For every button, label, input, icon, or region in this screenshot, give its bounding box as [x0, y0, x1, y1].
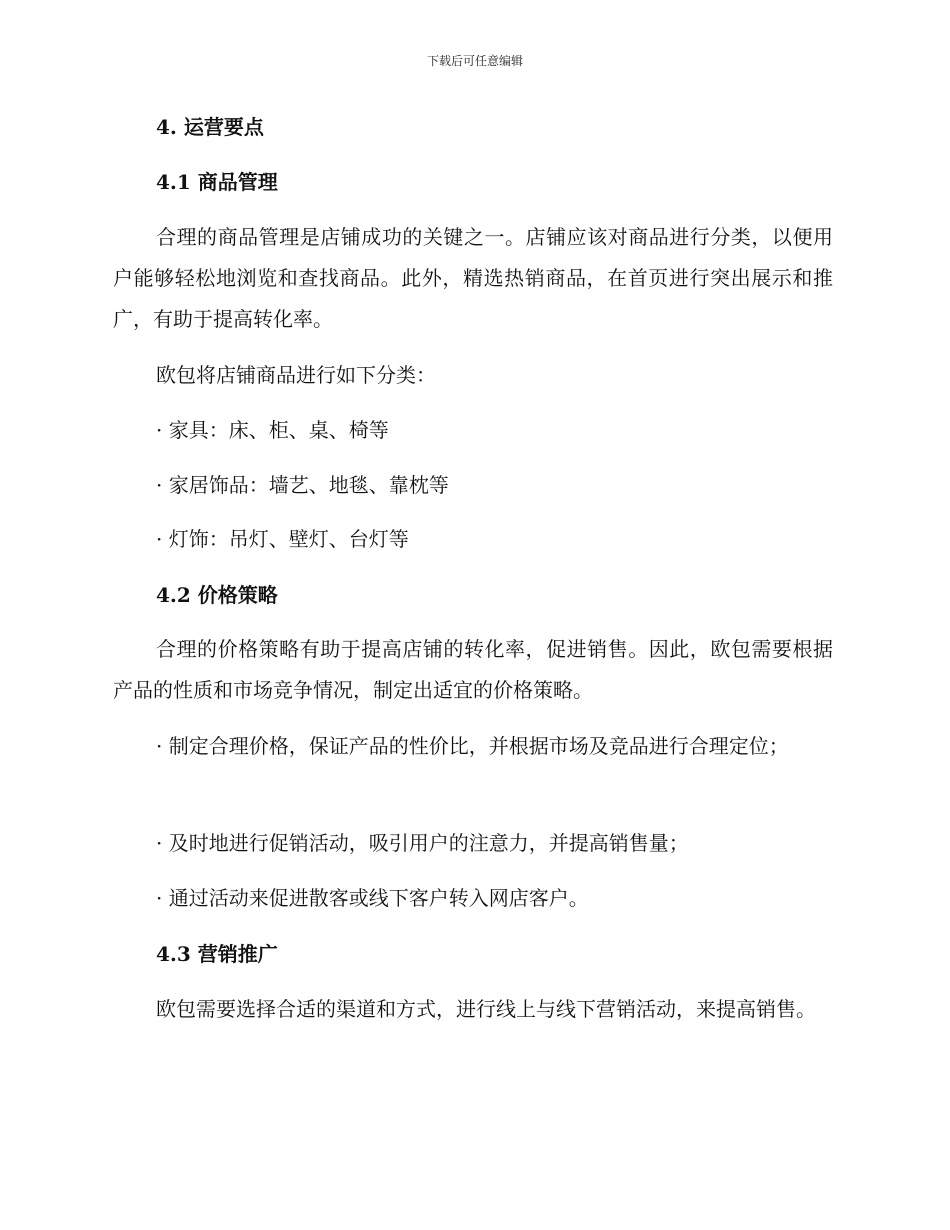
list-item-pricing: · 制定合理价格，保证产品的性价比，并根据市场及竞品进行合理定位； [156, 734, 789, 758]
section-4-2-heading: 4.2 价格策略 [156, 583, 278, 607]
list-item-conversion: · 通过活动来促进散客或线下客户转入网店客户。 [156, 886, 589, 910]
section-4-1-paragraph-1: 合理的商品管理是店铺成功的关键之一。店铺应该对商品进行分类，以便用户能够轻松地浏览和查找商品。此外，精选热销商品，在首页进行突出展示和推广，有助于提高转化率。 [113, 225, 833, 331]
section-4-3-paragraph-1: 欧包需要选择合适的渠道和方式，进行线上与线下营销活动，来提高销售。 [156, 997, 816, 1021]
list-item-promotions: · 及时地进行促销活动，吸引用户的注意力，并提高销售量； [156, 831, 689, 855]
list-item-lighting: · 灯饰：吊灯、壁灯、台灯等 [156, 527, 409, 551]
list-item-furniture: · 家具：床、柜、桌、椅等 [156, 418, 389, 442]
section-4-heading: 4. 运营要点 [156, 115, 264, 139]
section-4-1-paragraph-2: 欧包将店铺商品进行如下分类： [156, 363, 436, 387]
section-4-2-paragraph-1: 合理的价格策略有助于提高店铺的转化率，促进销售。因此，欧包需要根据产品的性质和市场竞争情况，制定出适宜的价格策略。 [113, 637, 833, 702]
section-4-3-heading: 4.3 营销推广 [156, 942, 278, 966]
page-header: 下载后可任意编辑 [426, 54, 523, 68]
section-4-1-heading: 4.1 商品管理 [156, 170, 278, 194]
list-item-home-decor: · 家居饰品：墙艺、地毯、靠枕等 [156, 473, 449, 497]
